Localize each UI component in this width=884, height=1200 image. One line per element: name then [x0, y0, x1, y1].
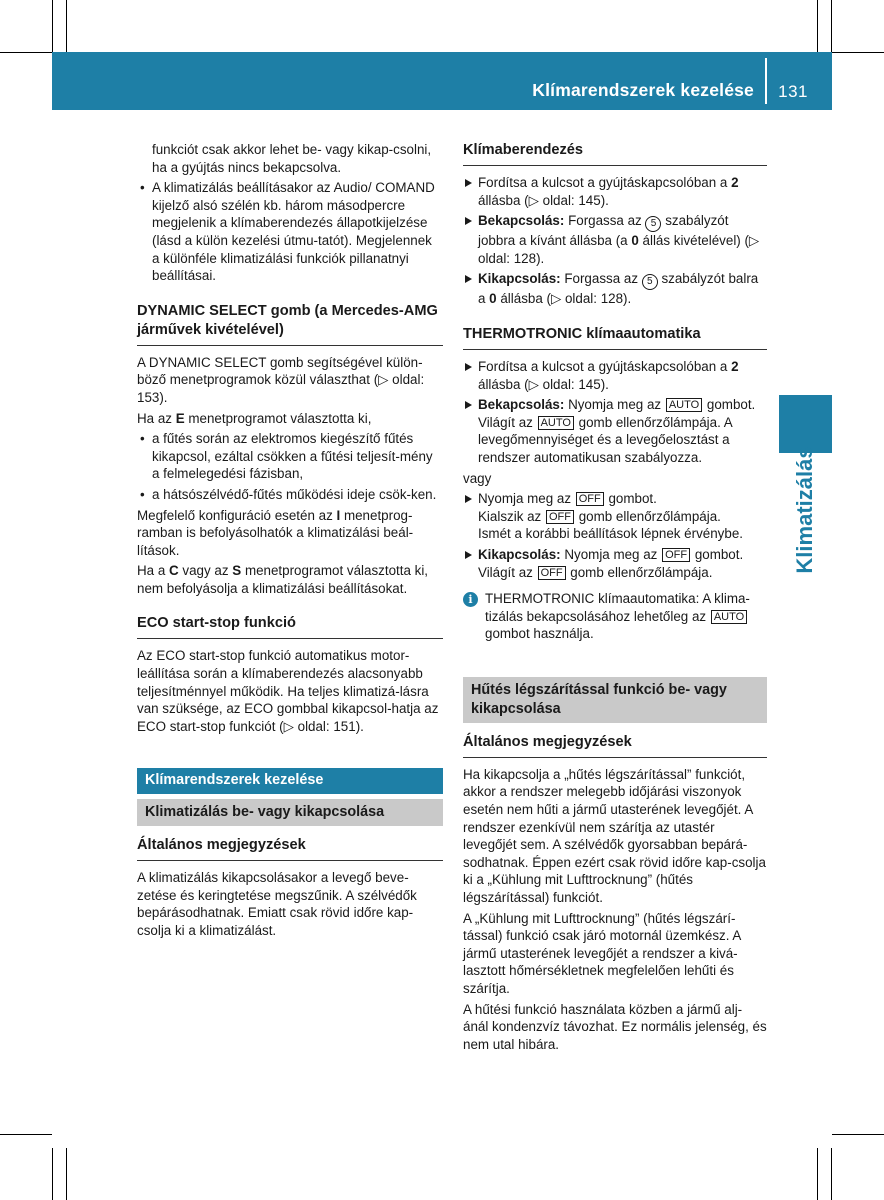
text: THERMOTRONIC klímaautomatika: A klima-tizálás bekapcsolásához lehetőleg az [485, 591, 750, 624]
info-icon: i [463, 592, 478, 607]
chapter-tab-label: Klimatizálás [792, 446, 817, 574]
text: Forgassa az [564, 213, 646, 229]
dynamic-p3 [137, 507, 443, 560]
auto-key-icon: AUTO [538, 416, 574, 430]
text: gombot. [604, 491, 657, 507]
text: Fordítsa a kulcsot a gyújtáskapcsolóban a [478, 358, 732, 374]
klima-step-2 [463, 212, 767, 267]
info-note [463, 590, 767, 643]
crop-mark [832, 1134, 884, 1135]
intro-paragraph: funkciót csak akkor lehet be- vagy kikap-csolni, ha a gyújtás nincs bekapcsolva. [152, 142, 432, 175]
off-key-icon: OFF [662, 548, 690, 562]
dynamic-p4 [137, 562, 443, 597]
text: gomb ellenőrzőlámpája. [566, 564, 713, 580]
eco-p1: Az ECO start-stop funkció automatikus motor-leállítása során a klímaberendezés alacsonyabb teljesítménnyel működik. Ha teljes klimatizá-lásra van szüksége, az ECO gombbal kikapcsol-hatja az ECO start-stop funkciót (▷ oldal: 151). [137, 648, 439, 734]
crop-mark [831, 1148, 832, 1200]
crop-mark [817, 0, 818, 52]
text: Világít az [478, 564, 537, 580]
right-column [463, 141, 767, 1056]
text: állásba (▷ oldal: 145). [478, 192, 609, 208]
step-label: Bekapcsolás: [478, 397, 565, 413]
dynamic-bullet-1: • a fűtés során az elektromos kiegészítő fűtés kikapcsol, ezáltal csökken a fűtési teljesít-mény a felmelegedési fázisban, [137, 430, 443, 483]
crop-mark [66, 1148, 67, 1200]
thermo-step-1 [463, 358, 767, 393]
header-divider [765, 58, 767, 104]
position-number: 0 [489, 291, 497, 307]
text: menetprogramot választotta ki, nem befolyásolja a klimatizálási beállításokat. [137, 563, 429, 596]
thermo-step-3 [463, 490, 767, 543]
thermo-step-4 [463, 546, 767, 581]
program-letter: I [336, 507, 341, 523]
text: Fordítsa a kulcsot a gyújtáskapcsolóban a [478, 175, 732, 190]
general-p1: A klimatizálás kikapcsolásakor a levegő beve-zetése és keringtetése megszűnik. A szélvédők bepárásodhatnak. Emiatt csak rövid időre kap-csolja ki a klimatizálást. [137, 870, 417, 938]
thermotronic-heading: THERMOTRONIC klímaautomatika [463, 325, 767, 350]
klima-step-1 [463, 174, 767, 209]
text: Kialszik az [478, 508, 545, 524]
crop-mark [832, 52, 884, 53]
dynamic-bullet-2: • a hátsószélvédő-fűtés működési ideje csök-ken. [137, 486, 443, 504]
or-text: vagy [463, 470, 492, 486]
step-label: Kikapcsolás: [478, 271, 561, 287]
text: gombot használja. [485, 626, 594, 642]
text: gomb ellenőrzőlámpája. A levegőmennyiséget és a levegőelosztást a rendszer automatikusan szabályozza. [478, 414, 732, 465]
crop-mark [52, 1148, 53, 1200]
text: gombot. Világít az [478, 397, 756, 430]
position-number: 2 [731, 175, 739, 190]
crop-mark [66, 0, 67, 52]
text: menetprog-ramban is befolyásolhatók a klimatizálási beál-lítások. [137, 507, 414, 558]
program-letter: E [175, 410, 185, 426]
header-title: Klímarendszerek kezelése [532, 80, 754, 100]
position-number: 2 [731, 358, 739, 374]
off-key-icon: OFF [576, 492, 604, 506]
intro-bullet: • A klimatizálás beállításakor az Audio/ COMAND kijelző alsó szélén kb. három másodpercre megjelenik a klímaberendezés állapotkijelzése (lásd a külön kezelési útmu-tatót). Megjelennek a különféle klimatizálási funkciók pillanatnyi beállításai. [137, 179, 443, 285]
text: Ha a [137, 563, 170, 579]
text: szabályzót balra a [478, 271, 759, 307]
program-letter: S [232, 563, 242, 579]
text: szabályzót jobbra a kívánt állásba (a [478, 213, 729, 249]
general-right-p1: Ha kikapcsolja a „hűtés légszárítással” funkciót, akkor a rendszer melegebb időjárási viszonyok esetén nem hűti a jármű utasterének levegőjét. A rendszer ezenkívül nem szárítja az utastér levegőjét sem. A szélvédők gyorsabban bepárá-sodhatnak. Éppen ezért csak rövid időre kap-csolja ki a „Kühlung mit Lufttrocknung” (hűtés légszárítással) funkciót. [463, 766, 766, 906]
left-column [137, 141, 443, 942]
control-number-icon: 5 [645, 216, 661, 232]
crop-mark [817, 1148, 818, 1200]
dynamic-select-heading: DYNAMIC SELECT gomb (a Mercedes-AMG járművek kivételével) [137, 302, 443, 346]
off-key-icon: OFF [538, 566, 566, 580]
general-heading-right: Általános megjegyzések [463, 733, 767, 758]
crop-mark [0, 52, 52, 53]
section-bar: Klímarendszerek kezelése [137, 768, 443, 794]
control-number-icon: 5 [642, 274, 658, 290]
chapter-tab [779, 395, 832, 453]
text: menetprogramot választotta ki, [184, 410, 372, 426]
crop-mark [0, 1134, 52, 1135]
text: Ismét a korábbi beállítások lépnek érvénybe. [478, 526, 743, 542]
text: vagy az [178, 563, 233, 579]
text: gomb ellenőrzőlámpája. [574, 508, 721, 524]
auto-key-icon: AUTO [711, 610, 747, 624]
dynamic-p1: A DYNAMIC SELECT gomb segítségével külön-böző menetprogramok közül választhat (▷ oldal: 153). [137, 354, 425, 405]
text: állás kivételével) (▷ oldal: 128). [478, 233, 760, 266]
eco-heading: ECO start-stop funkció [137, 614, 443, 639]
text: Megfelelő konfiguráció esetén az [137, 507, 337, 523]
text: állásba (▷ oldal: 128). [496, 291, 632, 307]
program-letter: C [169, 563, 179, 579]
subsection-bar: Klimatizálás be- vagy kikapcsolása [137, 799, 443, 826]
cooling-subsection-bar: Hűtés légszárítással funkció be- vagy kikapcsolása [463, 677, 767, 723]
text: Nyomja meg az [564, 397, 665, 413]
dynamic-p2 [137, 410, 443, 428]
page-number: 131 [778, 82, 808, 101]
text: Nyomja meg az [478, 491, 575, 507]
crop-mark [831, 0, 832, 52]
general-right-p3: A hűtési funkció használata közben a jármű alj-ánál kondenzvíz távozhat. Ez normális jelenség, és nem utal hibára. [463, 1001, 767, 1052]
text: Ha az [137, 410, 176, 426]
position-number: 0 [631, 233, 639, 249]
thermo-step-2 [463, 396, 767, 466]
crop-mark [52, 0, 53, 52]
klima-heading: Klímaberendezés [463, 141, 767, 166]
auto-key-icon: AUTO [666, 398, 702, 412]
page-header [52, 52, 832, 110]
step-label: Kikapcsolás: [478, 546, 561, 562]
general-right-p2: A „Kühlung mit Lufttrocknung” (hűtés légszárí-tással) funkció csak járó motornál üzemkész. A jármű utasterének levegőjét a rendszer a kivá-lasztott hőmérsékletnek megfelelően lehűti és szárítja. [463, 910, 741, 996]
general-heading: Általános megjegyzések [137, 836, 443, 861]
text: Forgassa az [560, 271, 642, 287]
text: állásba (▷ oldal: 145). [478, 376, 609, 392]
text: Nyomja meg az [560, 546, 662, 562]
step-label: Bekapcsolás: [478, 213, 565, 229]
klima-step-3 [463, 270, 767, 308]
text: gombot. [691, 546, 744, 562]
off-key-icon: OFF [546, 510, 574, 524]
